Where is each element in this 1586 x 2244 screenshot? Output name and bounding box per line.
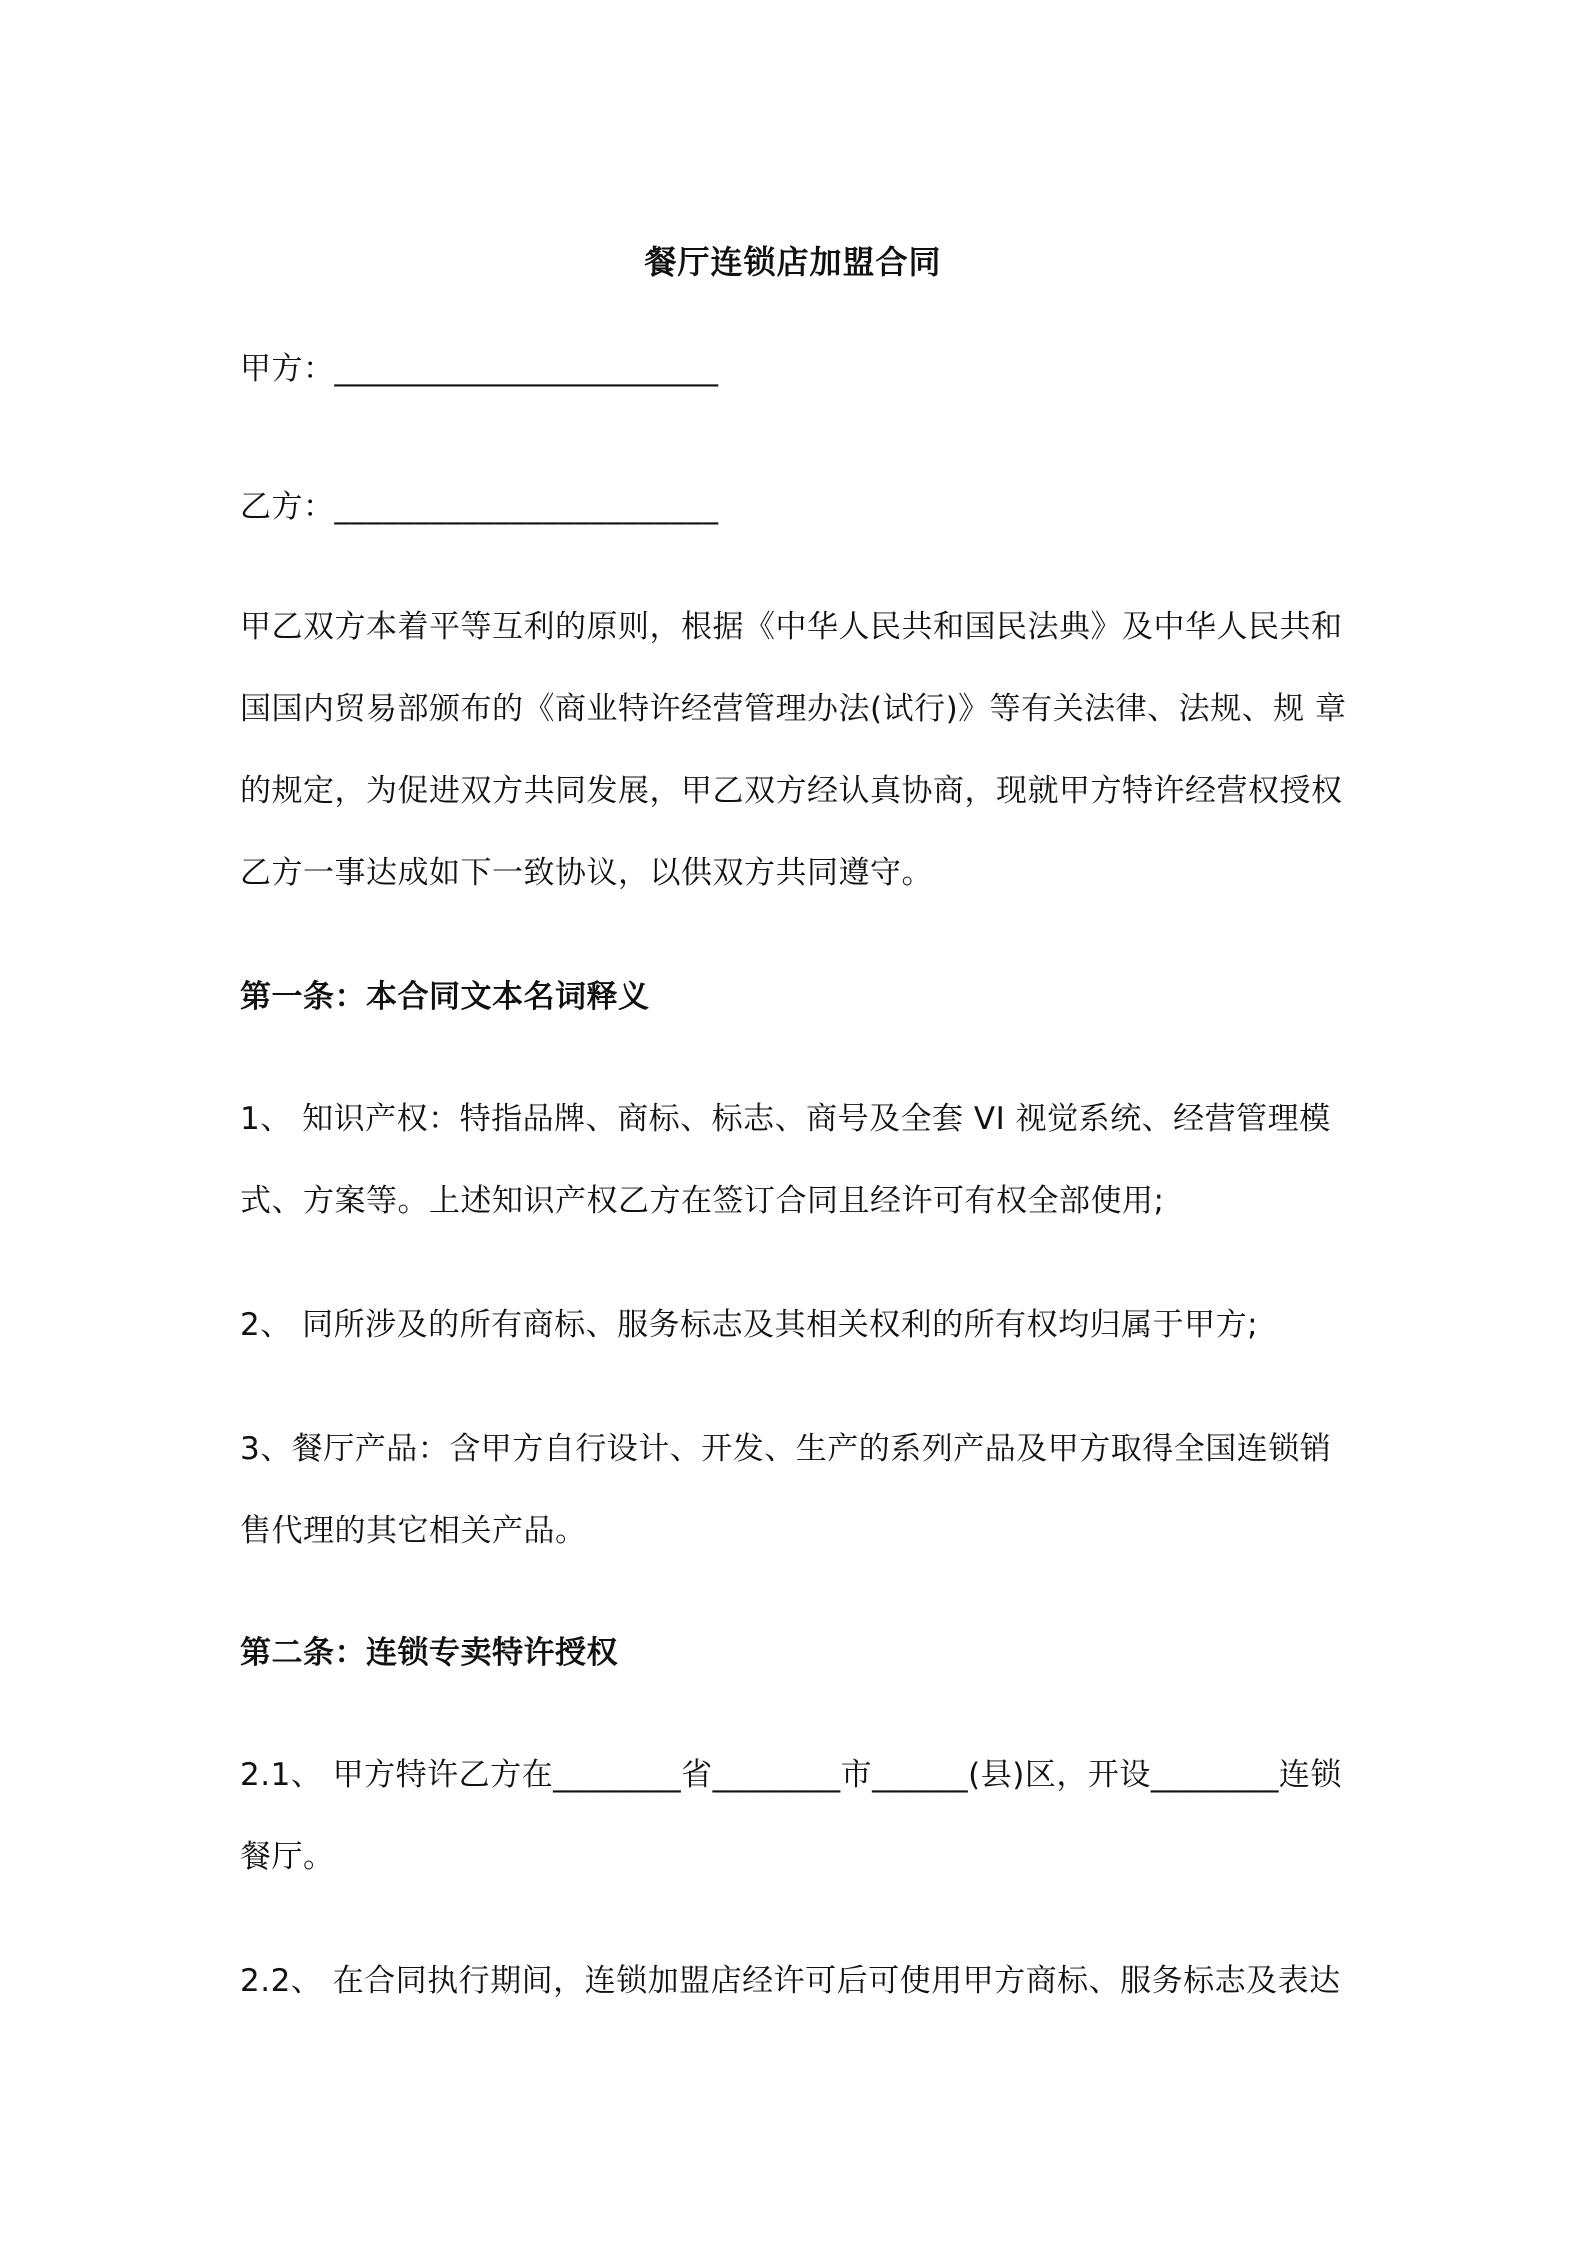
article-1-item-3-line-2: 售代理的其它相关产品。 xyxy=(240,1513,587,1549)
party-a-line: 甲方：________________________ xyxy=(240,351,719,387)
article-1-item-3-line-1: 3、餐厅产品：含甲方自行设计、开发、生产的系列产品及甲方取得全国连锁销 xyxy=(240,1431,1332,1467)
article-2-heading: 第二条：连锁专卖特许授权 xyxy=(240,1635,618,1671)
article-2-item-1-line-2: 餐厅。 xyxy=(240,1839,335,1875)
preamble-line-1: 甲乙双方本着平等互利的原则，根据《中华人民共和国民法典》及中华人民共和 xyxy=(240,609,1343,645)
article-2-item-1-line-1: 2.1、 甲方特许乙方在________省________市______(县)区，开设________连锁 xyxy=(240,1757,1342,1793)
preamble-line-4: 乙方一事达成如下一致协议，以供双方共同遵守。 xyxy=(240,855,933,891)
article-1-item-1-line-1: 1、 知识产权：特指品牌、商标、标志、商号及全套 VI 视觉系统、经营管理模 xyxy=(240,1101,1331,1137)
article-1-item-1-line-2: 式、方案等。上述知识产权乙方在签订合同且经许可有权全部使用; xyxy=(240,1183,1165,1219)
preamble-line-2: 国国内贸易部颁布的《商业特许经营管理办法(试行)》等有关法律、法规、规 章 xyxy=(240,691,1347,727)
article-1-heading: 第一条：本合同文本名词释义 xyxy=(240,979,650,1015)
party-b-line: 乙方：________________________ xyxy=(240,489,719,525)
preamble-line-3: 的规定，为促进双方共同发展，甲乙双方经认真协商，现就甲方特许经营权授权 xyxy=(240,773,1343,809)
article-2-item-2-line-1: 2.2、 在合同执行期间，连锁加盟店经许可后可使用甲方商标、服务标志及表达 xyxy=(240,1963,1341,1999)
article-1-item-2: 2、 同所涉及的所有商标、服务标志及其相关权利的所有权均归属于甲方; xyxy=(240,1307,1259,1343)
document-title: 餐厅连锁店加盟合同 xyxy=(644,243,942,281)
